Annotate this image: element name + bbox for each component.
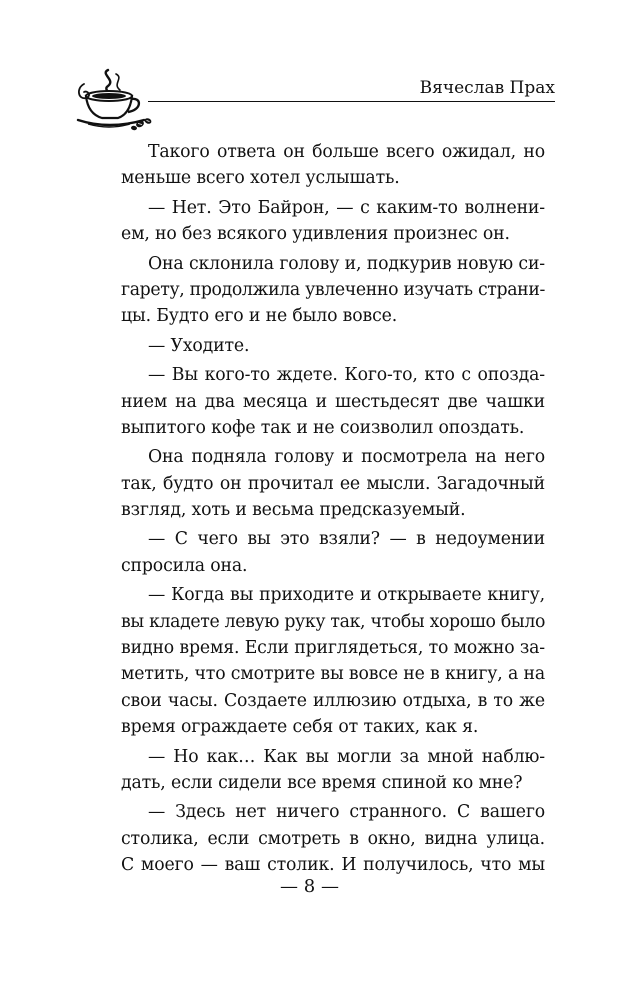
paragraph: [121, 333, 545, 359]
coffee-cup-icon: [74, 66, 154, 132]
text-line: — Вы кого-то ждете. Кого-то, кто с опозда-: [148, 365, 545, 386]
text-line: гарету, продолжила увлеченно изучать страни-: [121, 279, 545, 300]
text-line: так, будто он прочитал ее мысли. Загадочный: [121, 473, 545, 494]
text-line: спросила она.: [121, 555, 248, 576]
text-line: видно время. Если приглядеться, то можно за-: [121, 638, 545, 659]
paragraph: [121, 444, 545, 523]
text-line: — Но как… Как вы могли за мной наблю-: [148, 746, 545, 767]
text-line: — Уходите.: [148, 335, 250, 356]
text-line: Она склонила голову и, подкурив новую си-: [148, 253, 545, 274]
paragraph: [121, 195, 545, 248]
paragraph: [121, 744, 545, 797]
paragraph: [121, 799, 545, 878]
paragraph: [121, 139, 545, 192]
text-line: Такого ответа он больше всего ожидал, но: [148, 142, 545, 162]
body-text: [121, 139, 545, 879]
paragraph: [121, 582, 545, 740]
text-line: С моего — ваш столик. И получилось, что мы: [121, 855, 545, 876]
text-line: цы. Будто его и не было вовсе.: [121, 306, 398, 327]
text-line: — С чего вы это взяли? — в недоумении: [148, 529, 545, 550]
paragraph: [121, 362, 545, 441]
text-line: свои часы. Создаете иллюзию отдыха, в то же: [121, 690, 545, 711]
text-line: меньше всего хотел услышать.: [121, 168, 400, 189]
header-rule: [148, 101, 555, 102]
text-line: вы кладете левую руку так, чтобы хорошо было: [121, 611, 545, 632]
text-line: ем, но без всякого удивления произнес он.: [121, 224, 510, 245]
running-header-author: Вячеслав Прах: [419, 78, 555, 98]
text-line: нием на два месяца и шестьдесят две чашки: [121, 391, 545, 412]
text-line: — Нет. Это Байрон, — с каким-то волнени-: [148, 197, 545, 218]
paragraph: [121, 251, 545, 330]
text-line: дать, если сидели все время спиной ко мне?: [121, 772, 523, 793]
paragraph: [121, 526, 545, 579]
text-line: взгляд, хоть и весьма предсказуемый.: [121, 500, 466, 521]
text-line: выпитого кофе так и не соизволил опоздать.: [121, 417, 525, 438]
text-line: метить, что смотрите вы вовсе не в книгу, а на: [121, 664, 545, 685]
text-line: — Здесь нет ничего странного. С вашего: [148, 802, 545, 823]
text-line: Она подняла голову и посмотрела на него: [148, 447, 545, 468]
text-line: время ограждаете себя от таких, как я.: [121, 717, 479, 738]
text-line: — Когда вы приходите и открываете книгу,: [148, 585, 545, 606]
text-line: столика, если смотреть в окно, видна улица.: [121, 828, 545, 849]
page-number: — 8 —: [280, 876, 339, 897]
